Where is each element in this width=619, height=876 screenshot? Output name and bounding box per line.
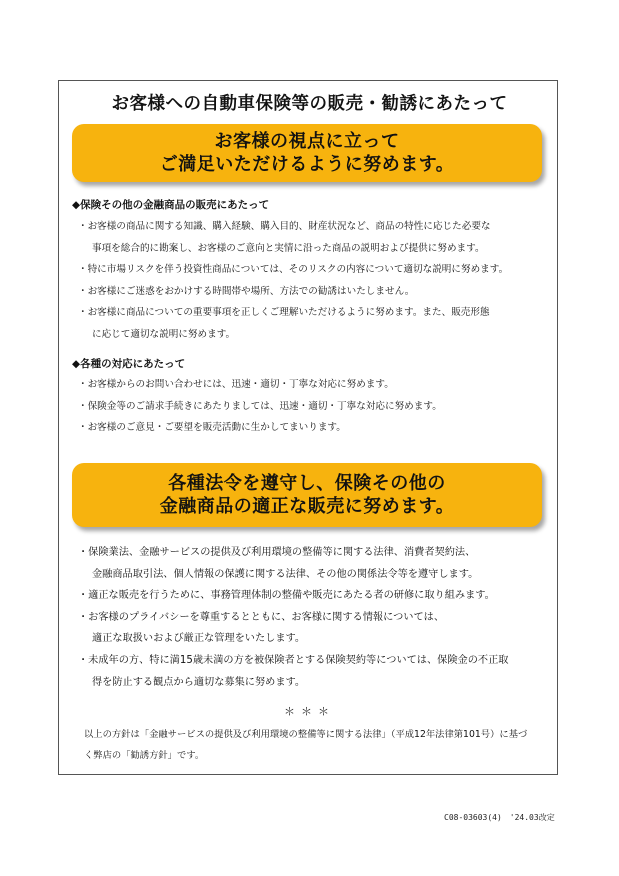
list-item: ・お客様のプライバシーを尊重するとともに、お客様に関する情報については、 bbox=[78, 611, 445, 623]
banner-line: 金融商品の適正な販売に努めます。 bbox=[159, 496, 455, 517]
list-item: ・お客様の商品に関する知識、購入経験、購入目的、財産状況など、商品の特性に応じた必要な bbox=[78, 221, 491, 232]
list-item: ・お客様のご意見・ご要望を販売活動に生かしてまいります。 bbox=[78, 422, 346, 433]
list-item-continuation: 金融商品取引法、個人情報の保護に関する法律、その他の関係法令等を遵守します。 bbox=[92, 568, 479, 580]
list-item-continuation: 得を防止する観点から適切な募集に努めます。 bbox=[92, 676, 306, 688]
list-item: ・特に市場リスクを伴う投資性商品については、そのリスクの内容について適切な説明に努めます。 bbox=[78, 264, 509, 275]
list-item: ・お客様にご迷惑をおかけする時間帯や場所、方法での勧誘はいたしません。 bbox=[78, 285, 415, 297]
footnote-line: 以上の方針は「金融サービスの提供及び利用環境の整備等に関する法律」（平成12年法律第101号）に基づ bbox=[84, 729, 528, 740]
list-item: ・未成年の方、特に満15歳未満の方を被保険者とする保険契約等については、保険金の不正取 bbox=[78, 654, 509, 666]
section-divider-stars: ＊＊＊ bbox=[284, 705, 335, 718]
policy-footnote bbox=[84, 724, 550, 766]
banner-line: ご満足いただけるように努めます。 bbox=[159, 154, 455, 175]
list-item: ・お客様からのお問い合わせには、迅速・適切・丁寧な対応に努めます。 bbox=[78, 379, 394, 390]
banner-line: 各種法令を遵守し、保険その他の bbox=[168, 473, 446, 494]
list-item: ・保険業法、金融サービスの提供及び利用環境の整備等に関する法律、消費者契約法、 bbox=[78, 547, 476, 558]
footnote-line: く弊店の「勧誘方針」です。 bbox=[84, 750, 205, 761]
list-item: ・保険金等のご請求手続きにあたりましては、迅速・適切・丁寧な対応に努めます。 bbox=[78, 400, 442, 412]
list-item-continuation: 事項を総合的に勘案し、お客様のご意向と実情に沿った商品の説明および提供に努めます。 bbox=[92, 242, 485, 254]
page-title: お客様への自動車保険等の販売・勧誘にあたって bbox=[111, 94, 508, 114]
sales-policy-list bbox=[78, 216, 550, 345]
banner-customer-viewpoint bbox=[72, 124, 542, 182]
section-heading-response: ◆各種の対応にあたって bbox=[72, 358, 186, 370]
list-item: ・お客様に商品についての重要事項を正しくご理解いただけるように努めます。また、販売形態 bbox=[78, 307, 490, 318]
section-heading-sales: ◆保険その他の金融商品の販売にあたって bbox=[72, 199, 270, 211]
list-item-continuation: に応じて適切な説明に努めます。 bbox=[92, 328, 236, 340]
list-item-continuation: 適正な取扱いおよび厳正な管理をいたします。 bbox=[92, 633, 306, 645]
banner-compliance bbox=[72, 463, 542, 527]
compliance-policy-list bbox=[78, 542, 550, 693]
document-code: C08-03603(4) '24.03改定 bbox=[444, 813, 555, 822]
banner-line: お客様の視点に立って bbox=[214, 131, 400, 152]
list-item: ・適正な販売を行うために、事務管理体制の整備や販売にあたる者の研修に取り組みます。 bbox=[78, 590, 495, 602]
response-policy-list bbox=[78, 374, 550, 439]
